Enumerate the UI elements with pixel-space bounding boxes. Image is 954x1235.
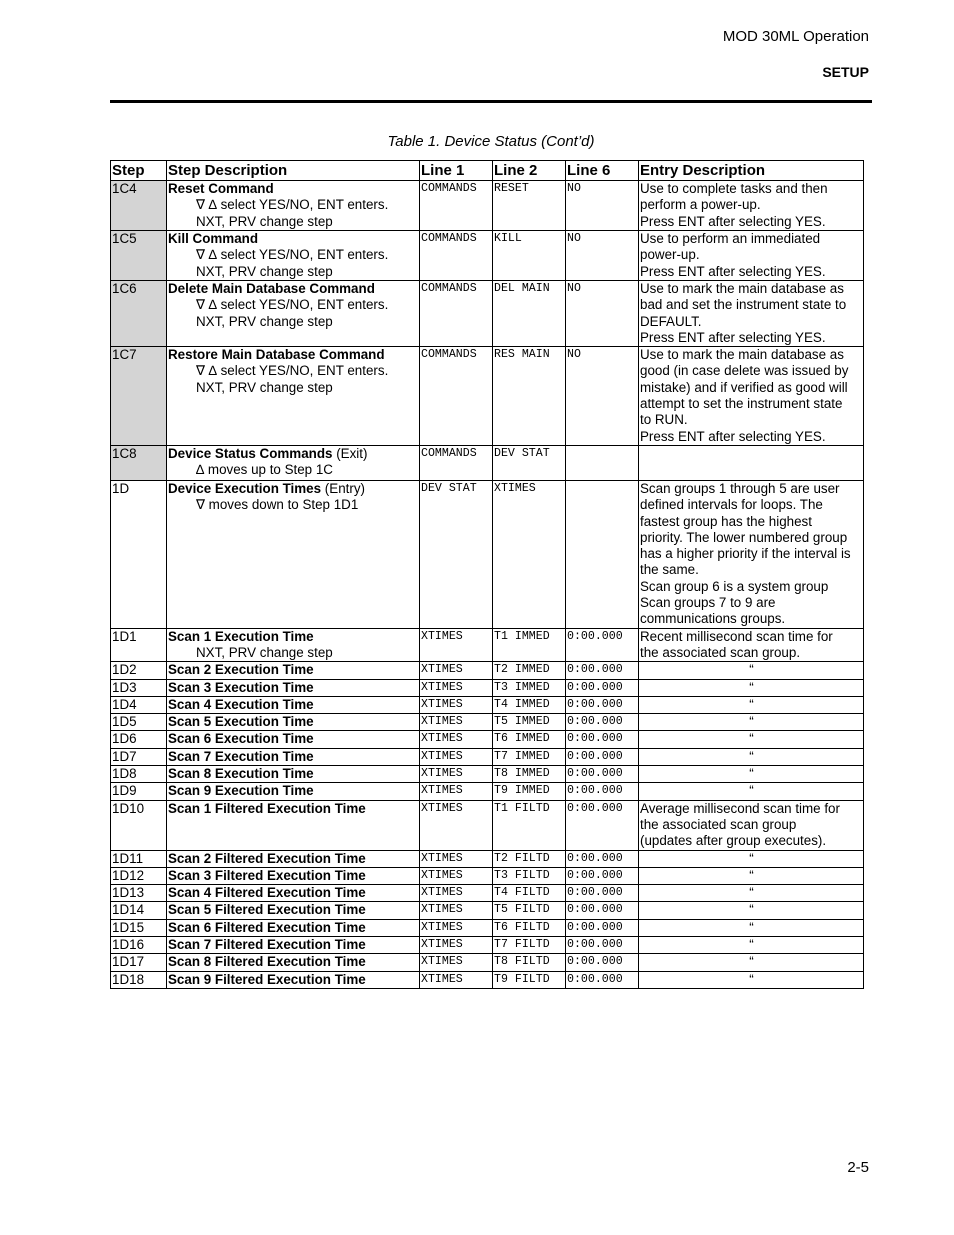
- step-cell: 1D18: [111, 971, 167, 988]
- description-title: Restore Main Database Command: [168, 347, 385, 363]
- description-instruction: ∇ ∆ select YES/NO, ENT enters.: [196, 247, 389, 263]
- step-description-cell: [167, 181, 420, 231]
- entry-description-line: DEFAULT.: [640, 313, 702, 329]
- description-instruction: ∇ moves down to Step 1D1: [196, 497, 359, 513]
- line-2-cell: RES MAIN: [493, 347, 566, 446]
- description-title-line: [168, 731, 419, 747]
- entry-description-line: priority. The lower numbered group: [640, 529, 848, 545]
- table-row: [111, 231, 864, 281]
- line-2-cell: T8 IMMED: [493, 766, 566, 783]
- entry-description-ditto: “: [639, 850, 864, 867]
- description-title: Scan 3 Execution Time: [168, 679, 314, 695]
- description-title-line: [168, 766, 419, 782]
- step-description-cell: [167, 936, 420, 953]
- column-header-entry-description: Entry Description: [639, 161, 864, 181]
- step-description-cell: [167, 445, 420, 480]
- step-description-cell: [167, 662, 420, 679]
- step-description-cell: [167, 628, 420, 662]
- table-row: [111, 181, 864, 231]
- table-row: [111, 766, 864, 783]
- line-6-cell: 0:00.000: [566, 954, 639, 971]
- entry-description-line: power-up.: [640, 247, 700, 263]
- entry-description-line: Press ENT after selecting YES.: [640, 329, 826, 345]
- step-description-cell: [167, 783, 420, 800]
- description-title: Reset Command: [168, 181, 274, 196]
- description-title: Scan 8 Filtered Execution Time: [168, 954, 366, 970]
- table-row: [111, 867, 864, 884]
- description-title-line: [168, 446, 419, 462]
- entry-description-line: perform a power-up.: [640, 197, 761, 213]
- entry-description-ditto: “: [639, 954, 864, 971]
- description-title: Device Status Commands: [168, 445, 333, 461]
- table-row: [111, 281, 864, 347]
- line-6-cell: 0:00.000: [566, 936, 639, 953]
- column-header-line-6: Line 6: [566, 161, 639, 181]
- description-title: Scan 7 Execution Time: [168, 748, 314, 764]
- line-1-cell: XTIMES: [420, 902, 493, 919]
- description-title-line: [168, 680, 419, 696]
- line-2-cell: T7 IMMED: [493, 748, 566, 765]
- description-title-line: [168, 868, 419, 884]
- step-description-cell: [167, 679, 420, 696]
- entry-description-line: Use to complete tasks and then: [640, 181, 828, 196]
- line-6-cell: 0:00.000: [566, 850, 639, 867]
- step-cell: 1D4: [111, 696, 167, 713]
- line-6-cell: 0:00.000: [566, 867, 639, 884]
- line-1-cell: XTIMES: [420, 766, 493, 783]
- description-instruction: NXT, PRV change step: [196, 263, 333, 279]
- line-2-cell: T9 FILTD: [493, 971, 566, 988]
- entry-description-ditto: “: [639, 714, 864, 731]
- description-title-line: [168, 231, 419, 247]
- line-1-cell: XTIMES: [420, 714, 493, 731]
- line-2-cell: RESET: [493, 181, 566, 231]
- entry-description-cell: [639, 628, 864, 662]
- entry-description-line: Use to mark the main database as: [640, 281, 844, 296]
- column-header-line-1: Line 1: [420, 161, 493, 181]
- step-description-cell: [167, 281, 420, 347]
- entry-description-line: Recent millisecond scan time for: [640, 628, 833, 644]
- step-description-cell: [167, 714, 420, 731]
- step-cell: 1D15: [111, 919, 167, 936]
- step-cell: 1C8: [111, 445, 167, 480]
- table-row: [111, 954, 864, 971]
- entry-description-line: Press ENT after selecting YES.: [640, 213, 826, 229]
- line-6-cell: 0:00.000: [566, 800, 639, 850]
- line-1-cell: COMMANDS: [420, 231, 493, 281]
- step-description-cell: [167, 231, 420, 281]
- entry-description-line: Scan group 6 is a system group: [640, 578, 829, 594]
- line-1-cell: XTIMES: [420, 662, 493, 679]
- entry-description-cell: [639, 281, 864, 347]
- line-2-cell: XTIMES: [493, 480, 566, 628]
- table-row: [111, 800, 864, 850]
- line-1-cell: COMMANDS: [420, 281, 493, 347]
- step-description-cell: [167, 766, 420, 783]
- line-2-cell: DEL MAIN: [493, 281, 566, 347]
- entry-description-line: the associated scan group: [640, 816, 797, 832]
- description-title-line: [168, 347, 419, 363]
- description-title: Scan 3 Filtered Execution Time: [168, 867, 366, 883]
- line-6-cell: [566, 445, 639, 480]
- line-2-cell: KILL: [493, 231, 566, 281]
- entry-description-ditto: “: [639, 919, 864, 936]
- table-row: [111, 480, 864, 628]
- line-6-cell: 0:00.000: [566, 731, 639, 748]
- line-6-cell: 0:00.000: [566, 748, 639, 765]
- description-instruction: NXT, PRV change step: [196, 313, 333, 329]
- table-row: [111, 628, 864, 662]
- line-2-cell: T4 FILTD: [493, 885, 566, 902]
- description-title-line: [168, 281, 419, 297]
- description-title-line: [168, 697, 419, 713]
- table-row: [111, 714, 864, 731]
- step-description-cell: [167, 731, 420, 748]
- description-title-line: [168, 181, 419, 197]
- step-cell: 1D17: [111, 954, 167, 971]
- line-6-cell: NO: [566, 281, 639, 347]
- description-title: Scan 4 Filtered Execution Time: [168, 885, 366, 901]
- description-title-line: [168, 714, 419, 730]
- table-row: [111, 445, 864, 480]
- line-6-cell: NO: [566, 181, 639, 231]
- entry-description-ditto: “: [639, 766, 864, 783]
- line-2-cell: T6 IMMED: [493, 731, 566, 748]
- description-suffix: (Entry): [321, 480, 365, 496]
- entry-description-line: fastest group has the highest: [640, 513, 812, 529]
- line-6-cell: [566, 480, 639, 628]
- line-2-cell: T3 IMMED: [493, 679, 566, 696]
- description-title: Scan 8 Execution Time: [168, 766, 314, 782]
- step-cell: 1C5: [111, 231, 167, 281]
- line-2-cell: T9 IMMED: [493, 783, 566, 800]
- description-title-line: [168, 902, 419, 918]
- line-1-cell: XTIMES: [420, 885, 493, 902]
- step-cell: 1D6: [111, 731, 167, 748]
- document-title: MOD 30ML Operation: [722, 28, 869, 45]
- description-title-line: [168, 937, 419, 953]
- entry-description-line: Press ENT after selecting YES.: [640, 428, 826, 444]
- description-title: Scan 7 Filtered Execution Time: [168, 936, 366, 952]
- entry-description-line: has a higher priority if the interval is: [640, 546, 851, 562]
- line-1-cell: COMMANDS: [420, 347, 493, 446]
- column-header-line-2: Line 2: [493, 161, 566, 181]
- description-title: Scan 2 Execution Time: [168, 662, 314, 678]
- description-title: Scan 5 Execution Time: [168, 714, 314, 730]
- step-cell: 1D13: [111, 885, 167, 902]
- header-rule: [110, 100, 872, 103]
- step-cell: 1D12: [111, 867, 167, 884]
- column-header-step-description: Step Description: [167, 161, 420, 181]
- entry-description-line: Average millisecond scan time for: [640, 800, 840, 816]
- entry-description-line: to RUN.: [640, 412, 688, 428]
- table-header-row: [111, 161, 864, 181]
- line-1-cell: XTIMES: [420, 679, 493, 696]
- line-6-cell: 0:00.000: [566, 628, 639, 662]
- entry-description-line: bad and set the instrument state to: [640, 297, 847, 313]
- line-6-cell: 0:00.000: [566, 971, 639, 988]
- line-1-cell: XTIMES: [420, 628, 493, 662]
- entry-description-ditto: “: [639, 885, 864, 902]
- entry-description-ditto: “: [639, 936, 864, 953]
- line-2-cell: T6 FILTD: [493, 919, 566, 936]
- table-row: [111, 679, 864, 696]
- table-row: [111, 731, 864, 748]
- entry-description-line: mistake) and if verified as good will: [640, 379, 848, 395]
- step-description-cell: [167, 480, 420, 628]
- entry-description-cell: [639, 480, 864, 628]
- line-2-cell: T5 FILTD: [493, 902, 566, 919]
- table-row: [111, 748, 864, 765]
- description-instruction: ∇ ∆ select YES/NO, ENT enters.: [196, 197, 389, 213]
- line-6-cell: NO: [566, 347, 639, 446]
- line-2-cell: T2 IMMED: [493, 662, 566, 679]
- line-1-cell: XTIMES: [420, 731, 493, 748]
- step-description-cell: [167, 954, 420, 971]
- step-description-cell: [167, 850, 420, 867]
- entry-description-ditto: “: [639, 696, 864, 713]
- entry-description-line: Scan groups 7 to 9 are: [640, 595, 776, 611]
- step-cell: 1D2: [111, 662, 167, 679]
- description-instruction: ∇ ∆ select YES/NO, ENT enters.: [196, 363, 389, 379]
- description-instruction: NXT, PRV change step: [196, 379, 333, 395]
- line-1-cell: XTIMES: [420, 919, 493, 936]
- line-1-cell: XTIMES: [420, 954, 493, 971]
- entry-description-line: Scan groups 1 through 5 are user: [640, 480, 840, 496]
- description-title-line: [168, 851, 419, 867]
- step-description-cell: [167, 919, 420, 936]
- description-title-line: [168, 481, 419, 497]
- table-row: [111, 902, 864, 919]
- step-cell: 1D7: [111, 748, 167, 765]
- line-2-cell: T1 IMMED: [493, 628, 566, 662]
- description-title: Scan 4 Execution Time: [168, 696, 314, 712]
- line-2-cell: T1 FILTD: [493, 800, 566, 850]
- description-title-line: [168, 629, 419, 645]
- entry-description-line: attempt to set the instrument state: [640, 396, 843, 412]
- line-1-cell: COMMANDS: [420, 445, 493, 480]
- entry-description-line: communications groups.: [640, 611, 786, 627]
- page-number: 2-5: [847, 1159, 869, 1176]
- line-6-cell: 0:00.000: [566, 902, 639, 919]
- entry-description-ditto: “: [639, 731, 864, 748]
- description-title-line: [168, 801, 419, 817]
- line-6-cell: 0:00.000: [566, 885, 639, 902]
- line-6-cell: 0:00.000: [566, 766, 639, 783]
- table-row: [111, 850, 864, 867]
- description-instruction: NXT, PRV change step: [196, 644, 333, 660]
- step-cell: 1D14: [111, 902, 167, 919]
- step-description-cell: [167, 800, 420, 850]
- table-caption: Table 1. Device Status (Cont’d): [387, 133, 595, 150]
- step-cell: 1D16: [111, 936, 167, 953]
- description-title-line: [168, 749, 419, 765]
- table-body: [111, 181, 864, 989]
- entry-description-ditto: “: [639, 748, 864, 765]
- line-1-cell: DEV STAT: [420, 480, 493, 628]
- entry-description-ditto: “: [639, 902, 864, 919]
- line-2-cell: T2 FILTD: [493, 850, 566, 867]
- description-instruction: NXT, PRV change step: [196, 213, 333, 229]
- line-2-cell: T8 FILTD: [493, 954, 566, 971]
- entry-description-line: Press ENT after selecting YES.: [640, 263, 826, 279]
- entry-description-ditto: “: [639, 971, 864, 988]
- entry-description-line: the associated scan group.: [640, 644, 801, 660]
- step-description-cell: [167, 347, 420, 446]
- description-instruction: ∆ moves up to Step 1C: [196, 462, 333, 478]
- description-title: Scan 6 Filtered Execution Time: [168, 919, 366, 935]
- description-title: Delete Main Database Command: [168, 281, 375, 296]
- step-cell: 1D: [111, 480, 167, 628]
- line-6-cell: 0:00.000: [566, 679, 639, 696]
- table-row: [111, 936, 864, 953]
- description-title: Scan 1 Execution Time: [168, 628, 314, 644]
- entry-description-cell: [639, 347, 864, 446]
- description-title-line: [168, 783, 419, 799]
- description-title: Device Execution Times: [168, 480, 322, 496]
- step-cell: 1D9: [111, 783, 167, 800]
- description-title: Scan 2 Filtered Execution Time: [168, 850, 366, 866]
- table-row: [111, 347, 864, 446]
- section-title: SETUP: [822, 64, 869, 80]
- device-status-table: [110, 160, 864, 989]
- line-1-cell: XTIMES: [420, 696, 493, 713]
- step-cell: 1D5: [111, 714, 167, 731]
- line-1-cell: XTIMES: [420, 971, 493, 988]
- entry-description-cell: [639, 800, 864, 850]
- line-1-cell: XTIMES: [420, 867, 493, 884]
- description-suffix: (Exit): [332, 445, 368, 461]
- description-title: Scan 9 Execution Time: [168, 783, 314, 799]
- entry-description-ditto: “: [639, 867, 864, 884]
- table-row: [111, 662, 864, 679]
- line-6-cell: 0:00.000: [566, 662, 639, 679]
- line-6-cell: 0:00.000: [566, 783, 639, 800]
- step-cell: 1D11: [111, 850, 167, 867]
- entry-description-line: the same.: [640, 562, 699, 578]
- line-6-cell: 0:00.000: [566, 919, 639, 936]
- step-cell: 1D8: [111, 766, 167, 783]
- entry-description-line: defined intervals for loops. The: [640, 497, 823, 513]
- line-2-cell: T3 FILTD: [493, 867, 566, 884]
- description-title-line: [168, 920, 419, 936]
- column-header-step: Step: [111, 161, 167, 181]
- entry-description-ditto: “: [639, 679, 864, 696]
- entry-description-cell: [639, 181, 864, 231]
- step-cell: 1D10: [111, 800, 167, 850]
- entry-description-line: Use to perform an immediated: [640, 231, 821, 246]
- description-title-line: [168, 954, 419, 970]
- step-cell: 1D1: [111, 628, 167, 662]
- table-row: [111, 696, 864, 713]
- table-row: [111, 783, 864, 800]
- line-2-cell: T4 IMMED: [493, 696, 566, 713]
- step-description-cell: [167, 971, 420, 988]
- step-description-cell: [167, 867, 420, 884]
- description-title: Scan 9 Filtered Execution Time: [168, 971, 366, 987]
- line-6-cell: 0:00.000: [566, 714, 639, 731]
- table-row: [111, 919, 864, 936]
- entry-description-ditto: “: [639, 662, 864, 679]
- description-title: Kill Command: [168, 231, 259, 246]
- entry-description-line: (updates after group executes).: [640, 833, 827, 849]
- entry-description-cell: [639, 445, 864, 480]
- line-6-cell: 0:00.000: [566, 696, 639, 713]
- line-2-cell: T5 IMMED: [493, 714, 566, 731]
- description-title-line: [168, 972, 419, 988]
- line-1-cell: XTIMES: [420, 783, 493, 800]
- line-2-cell: DEV STAT: [493, 445, 566, 480]
- step-cell: 1D3: [111, 679, 167, 696]
- line-1-cell: XTIMES: [420, 800, 493, 850]
- entry-description-line: Use to mark the main database as: [640, 347, 844, 363]
- step-cell: 1C6: [111, 281, 167, 347]
- step-description-cell: [167, 748, 420, 765]
- line-1-cell: XTIMES: [420, 748, 493, 765]
- step-description-cell: [167, 885, 420, 902]
- step-cell: 1C7: [111, 347, 167, 446]
- description-instruction: ∇ ∆ select YES/NO, ENT enters.: [196, 297, 389, 313]
- line-1-cell: XTIMES: [420, 850, 493, 867]
- table-row: [111, 971, 864, 988]
- entry-description-cell: [639, 231, 864, 281]
- description-title-line: [168, 662, 419, 678]
- description-title-line: [168, 885, 419, 901]
- description-title: Scan 1 Filtered Execution Time: [168, 800, 366, 816]
- line-6-cell: NO: [566, 231, 639, 281]
- entry-description-line: good (in case delete was issued by: [640, 363, 849, 379]
- step-cell: 1C4: [111, 181, 167, 231]
- step-description-cell: [167, 902, 420, 919]
- description-title: Scan 5 Filtered Execution Time: [168, 902, 366, 918]
- line-1-cell: COMMANDS: [420, 181, 493, 231]
- line-1-cell: XTIMES: [420, 936, 493, 953]
- step-description-cell: [167, 696, 420, 713]
- description-title: Scan 6 Execution Time: [168, 731, 314, 747]
- line-2-cell: T7 FILTD: [493, 936, 566, 953]
- entry-description-ditto: “: [639, 783, 864, 800]
- table-row: [111, 885, 864, 902]
